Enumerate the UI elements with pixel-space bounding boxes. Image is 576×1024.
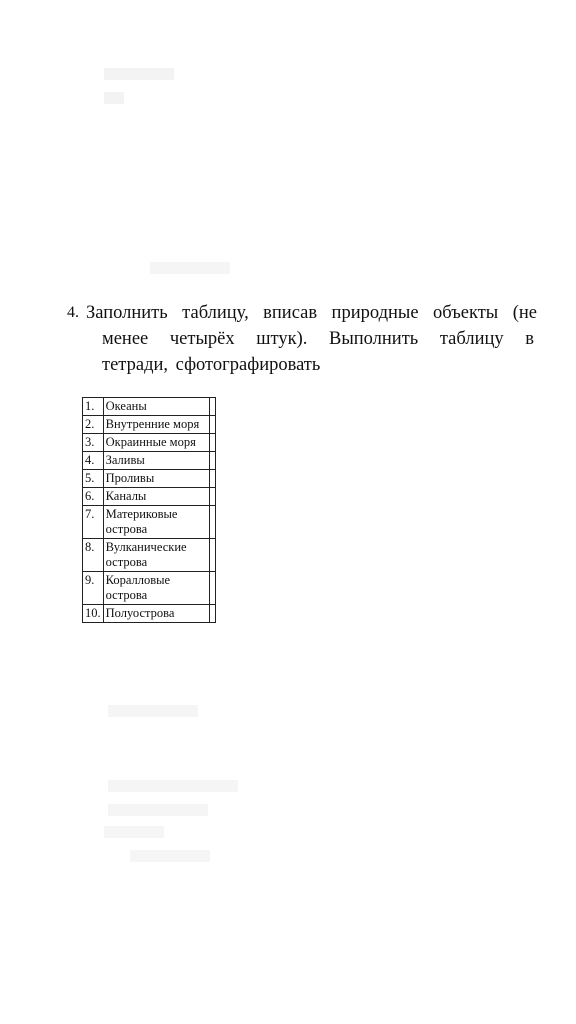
row-object-type-line: острова bbox=[105, 588, 148, 602]
row-number: 5. bbox=[83, 470, 104, 488]
table-row bbox=[83, 488, 216, 506]
row-object-type bbox=[103, 452, 209, 470]
row-answer-cell bbox=[209, 539, 215, 572]
bleed-through-mark bbox=[130, 850, 210, 862]
row-object-type-line: острова bbox=[105, 522, 148, 536]
natural-objects-table bbox=[82, 397, 216, 623]
bleed-through-mark bbox=[104, 826, 164, 838]
bleed-through-mark bbox=[108, 705, 198, 717]
row-number: 8. bbox=[83, 539, 104, 572]
row-object-type-line: Полуострова bbox=[105, 606, 175, 620]
table-body bbox=[83, 398, 216, 623]
row-answer-cell bbox=[209, 416, 215, 434]
table-row bbox=[83, 416, 216, 434]
row-number: 3. bbox=[83, 434, 104, 452]
row-object-type bbox=[103, 488, 209, 506]
table-row bbox=[83, 470, 216, 488]
row-object-type-line: Материковые bbox=[105, 507, 178, 521]
row-object-type-line: Каналы bbox=[105, 489, 147, 503]
table-row bbox=[83, 452, 216, 470]
row-answer-cell bbox=[209, 488, 215, 506]
table-row bbox=[83, 398, 216, 416]
row-object-type-line: Внутренние моря bbox=[105, 417, 200, 431]
row-object-type bbox=[103, 434, 209, 452]
row-number: 9. bbox=[83, 572, 104, 605]
row-object-type-line: острова bbox=[105, 555, 148, 569]
task-text-line: тетради, сфотографировать bbox=[102, 355, 321, 375]
table-row bbox=[83, 539, 216, 572]
row-object-type-line: Океаны bbox=[105, 399, 147, 413]
row-object-type bbox=[103, 416, 209, 434]
row-number: 10. bbox=[83, 605, 104, 623]
row-number: 1. bbox=[83, 398, 104, 416]
row-answer-cell bbox=[209, 572, 215, 605]
task-text-line: менее четырёх штук). Выполнить таблицу в bbox=[102, 329, 534, 349]
row-answer-cell bbox=[209, 470, 215, 488]
row-number: 6. bbox=[83, 488, 104, 506]
table-row bbox=[83, 572, 216, 605]
row-answer-cell bbox=[209, 434, 215, 452]
row-object-type-line: Коралловые bbox=[105, 573, 171, 587]
bleed-through-mark bbox=[108, 780, 238, 792]
row-number: 2. bbox=[83, 416, 104, 434]
bleed-through-mark bbox=[104, 92, 124, 104]
bleed-through-mark bbox=[104, 68, 174, 80]
row-object-type-line: Заливы bbox=[105, 453, 145, 467]
row-object-type bbox=[103, 572, 209, 605]
row-object-type-line: Вулканические bbox=[105, 540, 187, 554]
row-object-type bbox=[103, 398, 209, 416]
row-object-type-line: Проливы bbox=[105, 471, 155, 485]
row-object-type bbox=[103, 539, 209, 572]
row-object-type bbox=[103, 605, 209, 623]
row-object-type bbox=[103, 506, 209, 539]
row-answer-cell bbox=[209, 605, 215, 623]
table-row bbox=[83, 506, 216, 539]
row-number: 7. bbox=[83, 506, 104, 539]
task-block bbox=[67, 300, 537, 378]
row-object-type bbox=[103, 470, 209, 488]
row-answer-cell bbox=[209, 452, 215, 470]
row-answer-cell bbox=[209, 506, 215, 539]
task-text-line: Заполнить таблицу, вписав природные объекты (не bbox=[86, 303, 537, 323]
table-row bbox=[83, 434, 216, 452]
row-object-type-line: Окраинные моря bbox=[105, 435, 196, 449]
table-row bbox=[83, 605, 216, 623]
row-number: 4. bbox=[83, 452, 104, 470]
natural-objects-table-wrap bbox=[82, 397, 216, 623]
bleed-through-mark bbox=[150, 262, 230, 274]
row-answer-cell bbox=[209, 398, 215, 416]
task-number: 4. bbox=[67, 304, 79, 321]
bleed-through-mark bbox=[108, 804, 208, 816]
